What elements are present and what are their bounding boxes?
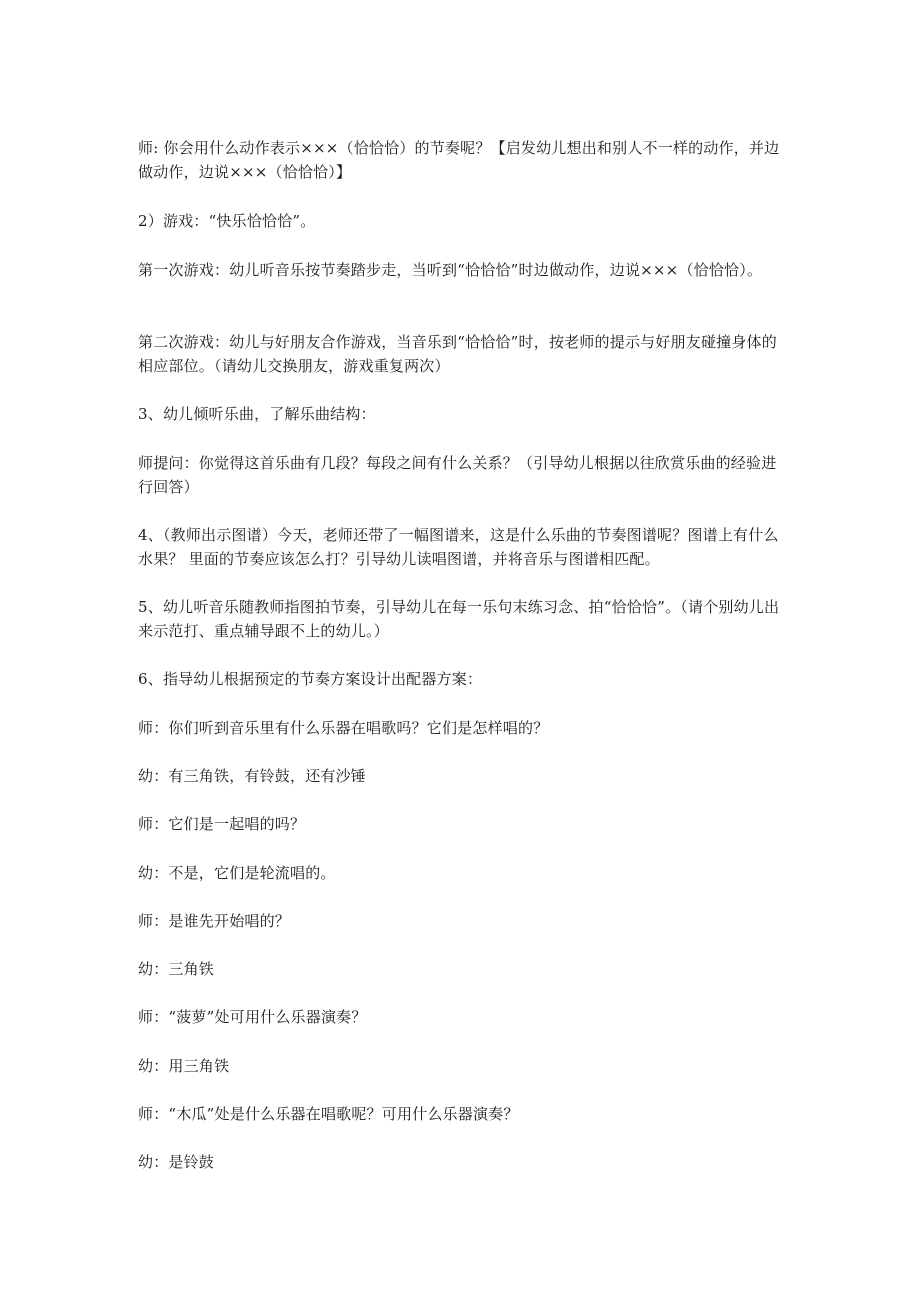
dialogue-line-teacher: 师：是谁先开始唱的？ — [138, 912, 291, 930]
dialogue-line-child: 幼：用三角铁 — [138, 1057, 230, 1075]
paragraph-second-game: 第二次游戏：幼儿与好朋友合作游戏，当音乐到“恰恰恰”时，按老师的提示与好朋友碰撞身体的相应部位。（请幼儿交换朋友，游戏重复两次） — [138, 333, 777, 375]
paragraph-teacher-question-rhythm: 师: 你会用什么动作表示×××（恰恰恰）的节奏呢？【启发幼儿想出和别人不一样的动作，并边做动作，边说×××（恰恰恰）】 — [138, 139, 780, 181]
paragraph-step-3: 3、幼儿倾听乐曲，了解乐曲结构： — [138, 405, 376, 423]
paragraph-step-4: 4、（教师出示图谱）今天，老师还带了一幅图谱来，这是什么乐曲的节奏图谱呢？图谱上有什么水果？ 里面的节奏应该怎么打？引导幼儿读唱图谱，并将音乐与图谱相匹配。 — [138, 526, 779, 568]
dialogue-line-child: 幼：不是，它们是轮流唱的。 — [138, 864, 336, 882]
paragraph-teacher-asks-sections: 师提问：你觉得这首乐曲有几段？每段之间有什么关系？（引导幼儿根据以往欣赏乐曲的经验进行回答） — [138, 454, 777, 496]
paragraph-game-title: 2）游戏：“快乐恰恰恰”。 — [138, 212, 316, 230]
dialogue-line-teacher: 师：你们听到音乐里有什么乐器在唱歌吗？它们是怎样唱的？ — [138, 719, 549, 737]
dialogue-line-child: 幼：有三角铁，有铃鼓，还有沙锤 — [138, 767, 367, 785]
dialogue-line-teacher: 师：它们是一起唱的吗？ — [138, 815, 306, 833]
paragraph-step-5: 5、幼儿听音乐随教师指图拍节奏，引导幼儿在每一乐句末练习念、拍“恰恰恰”。（请个别幼儿出来示范打、重点辅导跟不上的幼儿。） — [138, 598, 780, 640]
dialogue-line-teacher: 师：“木瓜”处是什么乐器在唱歌呢？可用什么乐器演奏？ — [138, 1105, 519, 1123]
dialogue-line-child: 幼：三角铁 — [138, 960, 215, 978]
dialogue-line-child: 幼：是铃鼓 — [138, 1153, 215, 1171]
paragraph-first-game: 第一次游戏：幼儿听音乐按节奏踏步走，当听到“恰恰恰”时边做动作，边说×××（恰恰恰）。 — [138, 261, 763, 279]
dialogue-line-teacher: 师：“菠萝”处可用什么乐器演奏？ — [138, 1008, 367, 1026]
paragraph-step-6: 6、指导幼儿根据预定的节奏方案设计出配器方案： — [138, 670, 483, 688]
